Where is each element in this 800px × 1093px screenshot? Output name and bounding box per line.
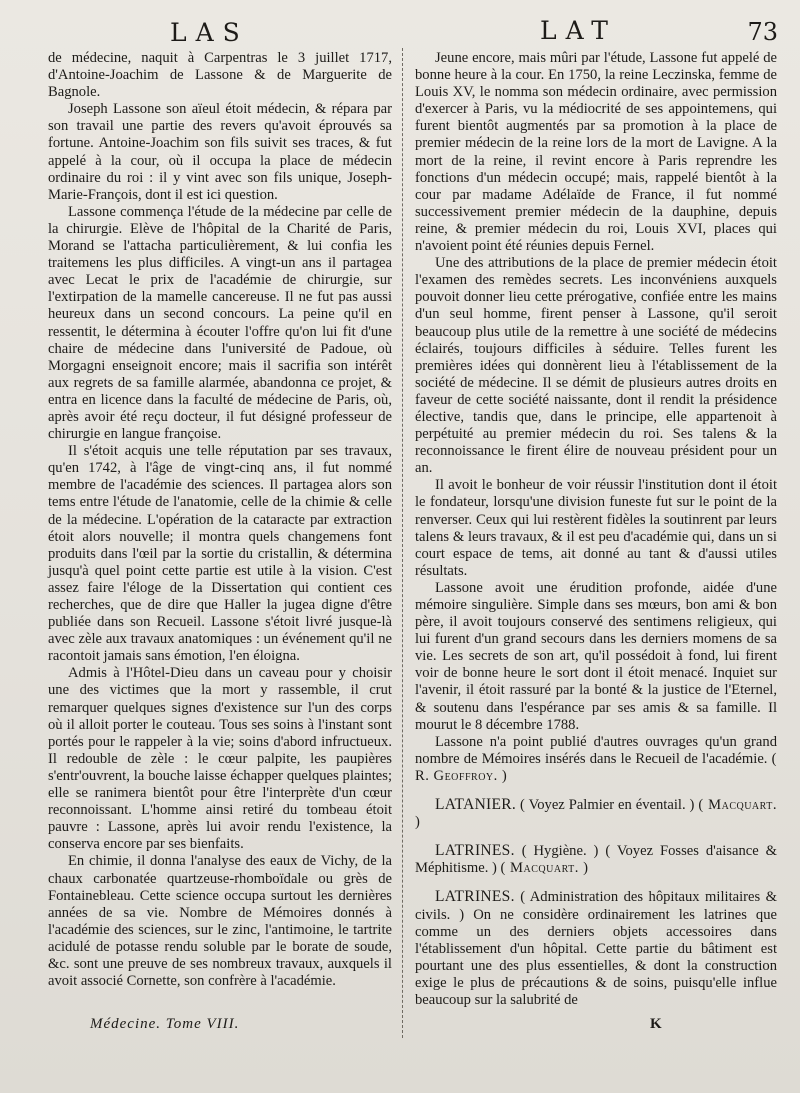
gathering-signature: K: [650, 1016, 662, 1032]
entry-latrines-hygiene: [415, 842, 777, 877]
volume-footer: Médecine. Tome VIII.: [90, 1016, 240, 1032]
page-number: 73: [747, 18, 778, 46]
left-paragraph-2: Joseph Lassone son aïeul étoit médecin, & répara par son travail une partie des revers qu'avoit éprouvés sa fortune. Antoine-Joachim son fils suivit ses traces, & fut appelé à la cour, où il occupa la place de médecin ordinaire du roi : il y vint avec son fils unique, Joseph-Marie-François, dont il est ici question.: [48, 101, 392, 203]
column-divider: [402, 48, 403, 1038]
entry-latanier: [415, 796, 777, 831]
right-column: [415, 50, 777, 1009]
left-paragraph-4: Il s'étoit acquis une telle réputation par ses travaux, qu'en 1742, à l'âge de vingt-cinq ans, il fut nommé membre de l'académie des sciences. Il partagea alors son tems entre l'étude de l'anatomie, celle de la chimie & celle de la médecine. L'opération de la cataracte par extraction étoit alors nouvelle; il montra quels changemens font produits dans l'œil par la sortie du cristallin, & détermina jusqu'à quel point cette partie est utile à la vision. C'est assez faire l'éloge de la Dissertation qui contient ces recherches, que de dire que Haller la jugea digne d'être publiée dans son Recueil. Lassone s'étoit livré jusque-là avec zèle aux travaux anatomiques : un événement qu'il ne racontoit jamais sans émotion, l'en éloigna.: [48, 443, 392, 665]
right-paragraph-2: Une des attributions de la place de premier médecin étoit l'examen des remèdes secrets. Les inconvéniens auxquels pouvoit donner lieu cette prérogative, confiée entre les mains d'un seul homme, firent penser à Lassone, qu'il seroit beaucoup plus utile de la remettre à une société de médecins éclairés, toujours difficiles à séduire. Telles furent les premières idées qui donnèrent lieu à l'établissement de la société de médecine. Il se démit de plusieurs autres droits en faveur de cette société naissante, dont il rendit la présidence élective, tandis que, dans le principe, elle appartenoit à perpétuité au premier médecin du roi. Ses talens & la reconnoissance le firent élire de nouveau président pour un an.: [415, 255, 777, 477]
left-paragraph-3: Lassone commença l'étude de la médecine par celle de la chirurgie. Elève de l'hôpital de la Charité de Paris, Morand se l'attacha particulièrement, & lui confia les traitemens les plus difficiles. A vingt-un ans il partagea avec Lecat le prix de l'académie de chirurgie, sur l'extirpation de la mamelle cancereuse. Il ne fut pas aussi heureux dans un second concours. La peine qu'il en ressentit, le détermina à écouter l'offre qu'on lui fit d'une chaire de médecine dans l'université de Padoue, où Morgagni enseignoit encore; mais il sacrifia son intérêt aux regrets de sa famille alarmée, abandonna ce projet, & entra en licence dans la faculté de médecine de Paris, où, après avoir été reçu docteur, il fut désigné professeur de chirurgie en langue françoise.: [48, 203, 392, 443]
left-paragraph-6: En chimie, il donna l'analyse des eaux de Vichy, de la chaux carbonatée quartzeuse-rhomboïdale ou grès de Fontainebleau. Cette science occupa surtout les dernières années de sa vie. Nombre de Mémoires donnés à l'académie des sciences, sur le zinc, l'antimoine, le tartrite acidulé de potasse rendu soluble par le borate de soude, &c. sont une preuve de ses nombreux travaux, auxquels il avoit associé Cornette, son confrère à l'académie.: [48, 853, 392, 990]
right-paragraph-1: Jeune encore, mais mûri par l'étude, Lassone fut appelé de bonne heure à la cour. En 1750, la reine Leczinska, femme de Louis XV, le nomma son médecin ordinaire, avec permission d'exercer à Paris, vu la médiocrité de ses appointemens, qui furent bientôt augmentés par sa promotion à la place de premier médecin de la reine lors de la mort de Lavigne. A la mort de la reine, il revint encore à Paris reprendre les fonctions d'un médecin occupé; mais, rappelé bientôt à la cour par madame Adélaïde de France, il fut nommé successivement premier médecin de la dauphine, depuis reine, & premier médecin du roi, Louis XVI, places qui n'avoient point été réunies depuis Fernel.: [415, 50, 777, 255]
entry-title: LATANIER.: [435, 796, 517, 814]
closing-text: Lassone n'a point publié d'autres ouvrages qu'un grand nombre de Mémoires insérés dans le Recueil de l'académie.: [415, 733, 777, 767]
entry-signature: ( Macquart. ): [415, 797, 777, 831]
author-signature: ( R. Geoffroy. ): [415, 750, 777, 784]
entry-text: ( Voyez Palmier en éventail. ): [520, 797, 695, 814]
left-paragraph-1: de médecine, naquit à Carpentras le 3 juillet 1717, d'Antoine-Joachim de Lassone & de Marguerite de Bagnole.: [48, 50, 392, 101]
right-paragraph-4: Lassone avoit une érudition profonde, aidée d'une mémoire singulière. Simple dans ses mœurs, bon ami & bon père, il avoit toujours conservé des sentimens religieux, qui lui furent d'un grand secours dans les derniers momens de sa vie. Les secrets de son art, qu'il possédoit à fond, lui firent voir de bonne heure le sort dont il étoit menacé. Inquiet sur l'avenir, il étoit rassuré par la bonté & la justice de l'Eternel, & soutenu dans l'espérance par ses amis & sa famille. Il mourut le 8 décembre 1788.: [415, 579, 777, 733]
running-head-left: LAS: [170, 18, 249, 47]
right-paragraph-5: [415, 734, 777, 785]
entry-title: LATRINES.: [435, 888, 515, 906]
left-column: [48, 50, 392, 990]
right-paragraph-3: Il avoit le bonheur de voir réussir l'institution dont il étoit le fondateur, lorsqu'une division funeste fut sur le point de la renverser. Ceux qui lui restèrent fidèles la soutinrent par leurs talens & leurs travaux, & il est peu d'académie qui, dans un si court espace de tems, ait donné au tant & d'aussi utiles résultats.: [415, 477, 777, 579]
entry-text: ( Administration des hôpitaux militaires & civils. ) On ne considère ordinairement les latrines que comme un des derniers objets accessoires dans l'établissement d'un hôpital. Cette partie du bâtiment est pourtant une des plus essentielles, & dont la construction exige le plus de précautions & de soins, puisqu'elle influe beaucoup sur la salubrité de: [415, 889, 777, 1008]
entry-text: ( Hygiène. ) ( Voyez Fosses d'aisance & Méphitisme. ): [415, 843, 777, 877]
entry-title: LATRINES.: [435, 842, 515, 860]
entry-signature: ( Macquart. ): [500, 860, 589, 877]
left-paragraph-5: Admis à l'Hôtel-Dieu dans un caveau pour y choisir une des victimes que la mort y rassemble, il crut remarquer quelques signes d'existence sur l'un des corps où il alloit porter le couteau. Tous ses soins à l'instant sont portés pour le rappeler à la vie; soins d'abord infructueux. Il redouble de zèle : le cœur palpite, les paupières s'entr'ouvrent, la bouche laisse échapper quelques plaintes; elle se ranimera bientôt pour être l'interprète d'un cœur reconnoissant. L'homme ainsi retiré du tombeau étoit pauvre : Lassone, après lui avoir rendu l'existence, la conserva encore par ses bienfaits.: [48, 665, 392, 853]
entry-latrines-administration: [415, 888, 777, 1009]
running-head-right: LAT: [540, 16, 617, 45]
